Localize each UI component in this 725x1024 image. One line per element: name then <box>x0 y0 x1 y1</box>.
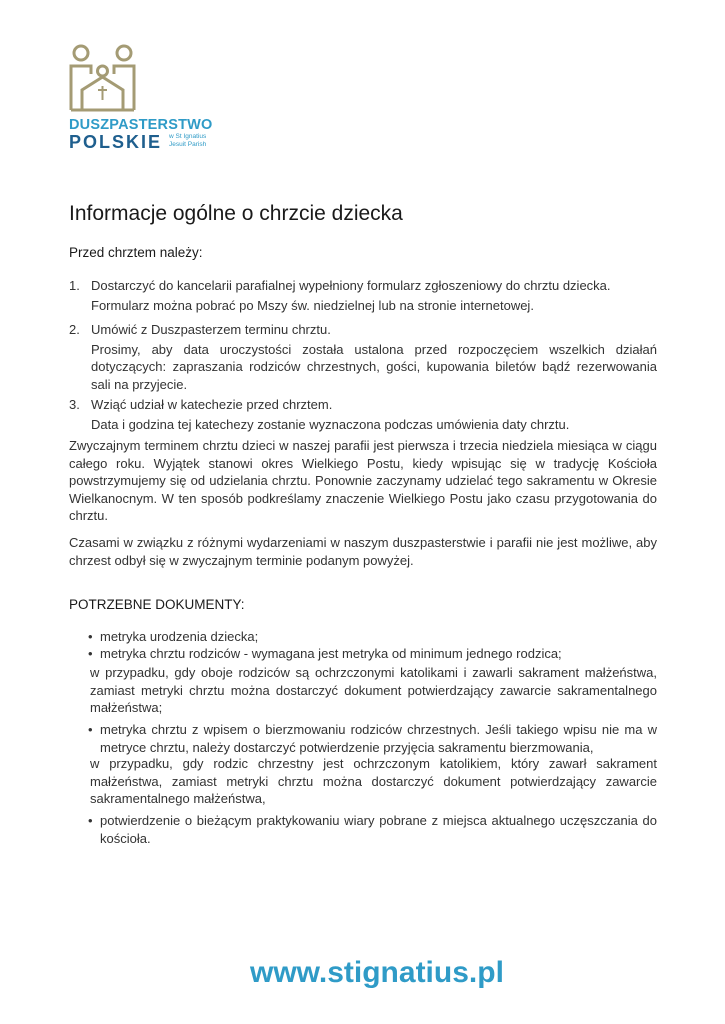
bullet-icon: • <box>88 629 93 644</box>
step-number: 1. <box>69 278 80 293</box>
logo-text-duszpasterstwo: DUSZPASTERSTWO <box>69 117 213 133</box>
step-detail: Prosimy, aby data uroczystości została ustalona przed rozpoczęciem wszelkich działań dotyczących: zapraszania rodziców chrzestnych, gości, kupowania biletów bądź rezerwowania sali na przyjecie. <box>91 341 657 392</box>
step-text: Wziąć udział w katechezie przed chrztem. <box>91 397 333 412</box>
logo-subtitle-line2: Jesuit Parish <box>169 140 207 148</box>
step-number: 3. <box>69 397 80 412</box>
step-body <box>91 321 657 395</box>
step-number: 2. <box>69 322 80 337</box>
step-text: Umówić z Duszpasterzem terminu chrztu. <box>91 322 331 337</box>
step-body <box>91 396 657 435</box>
document-item-text: metryka chrztu rodziców - wymagana jest metryka od minimum jednego rodzica; <box>100 646 562 661</box>
logo-subtitle <box>169 133 206 148</box>
step-text: Dostarczyć do kancelarii parafialnej wypełniony formularz zgłoszeniowy do chrztu dziecka. <box>91 278 611 293</box>
document-note: w przypadku, gdy oboje rodziców są ochrzczonymi katolikami i zawarli sakrament małżeństwa, zamiast metryki chrztu można dostarczyć dokument potwierdzający zawarcie sakramentalnego małżeństwa; <box>90 665 657 715</box>
document-item-text: metryka urodzenia dziecka; <box>100 629 259 644</box>
logo-subtitle-line1: w St Ignatius <box>169 133 207 140</box>
step-detail: Formularz można pobrać po Mszy św. niedzielnej lub na stronie internetowej. <box>91 297 534 313</box>
church-family-icon <box>68 44 138 114</box>
parish-logo <box>68 44 228 154</box>
exceptions-paragraph: Czasami w związku z różnymi wydarzeniami w naszym duszpasterstwie i parafii nie jest możliwe, aby chrzest odbył się w zwyczajnym terminie podanym powyżej. <box>69 535 657 568</box>
step-body <box>91 277 657 316</box>
subheading: Przed chrztem należy: <box>69 245 203 260</box>
step-detail: Data i godzina tej katechezy zostanie wyznaczona podczas umówienia daty chrztu. <box>91 416 570 432</box>
document-item-text: metryka chrztu z wpisem o bierzmowaniu rodziców chrzestnych. Jeśli takiego wpisu nie ma w metryce chrztu, należy dostarczyć potwierdzenie przyjęcia sakramentu bierzmowania, <box>100 722 657 755</box>
page-title: Informacje ogólne o chrzcie dziecka <box>69 202 403 225</box>
logo-text-polskie: POLSKIE <box>69 132 163 152</box>
website-link[interactable]: www.stignatius.pl <box>250 956 504 989</box>
document-note: w przypadku, gdy rodzic chrzestny jest ochrzczonym katolikiem, który zawarł sakrament małżeństwa, zamiast metryki chrztu można dostarczyć dokument potwierdzający zawarcie sakramentalnego małżeństwa, <box>90 756 657 806</box>
bullet-icon: • <box>88 646 93 661</box>
documents-heading: POTRZEBNE DOKUMENTY: <box>69 597 245 612</box>
bullet-icon: • <box>88 722 93 737</box>
baptism-dates-paragraph: Zwyczajnym terminem chrztu dzieci w naszej parafii jest pierwsza i trzecia niedziela miesiąca w ciągu całego roku. Wyjątek stanowi okres Wielkiego Postu, kiedy wpisując się w tradycję Kościoła powstrzymujemy się od udzielania chrztu. Ponownie zaczynamy udzielać tego sakramentu w Okresie Wielkanocnym. W ten sposób podkreślamy znaczenie Wielkiego Postu jako czasu przygotowania do chrztu. <box>69 438 657 523</box>
bullet-icon: • <box>88 813 93 828</box>
document-item-text: potwierdzenie o bieżącym praktykowaniu wiary pobrane z miejsca aktualnego uczęszczania do kościoła. <box>100 813 657 846</box>
